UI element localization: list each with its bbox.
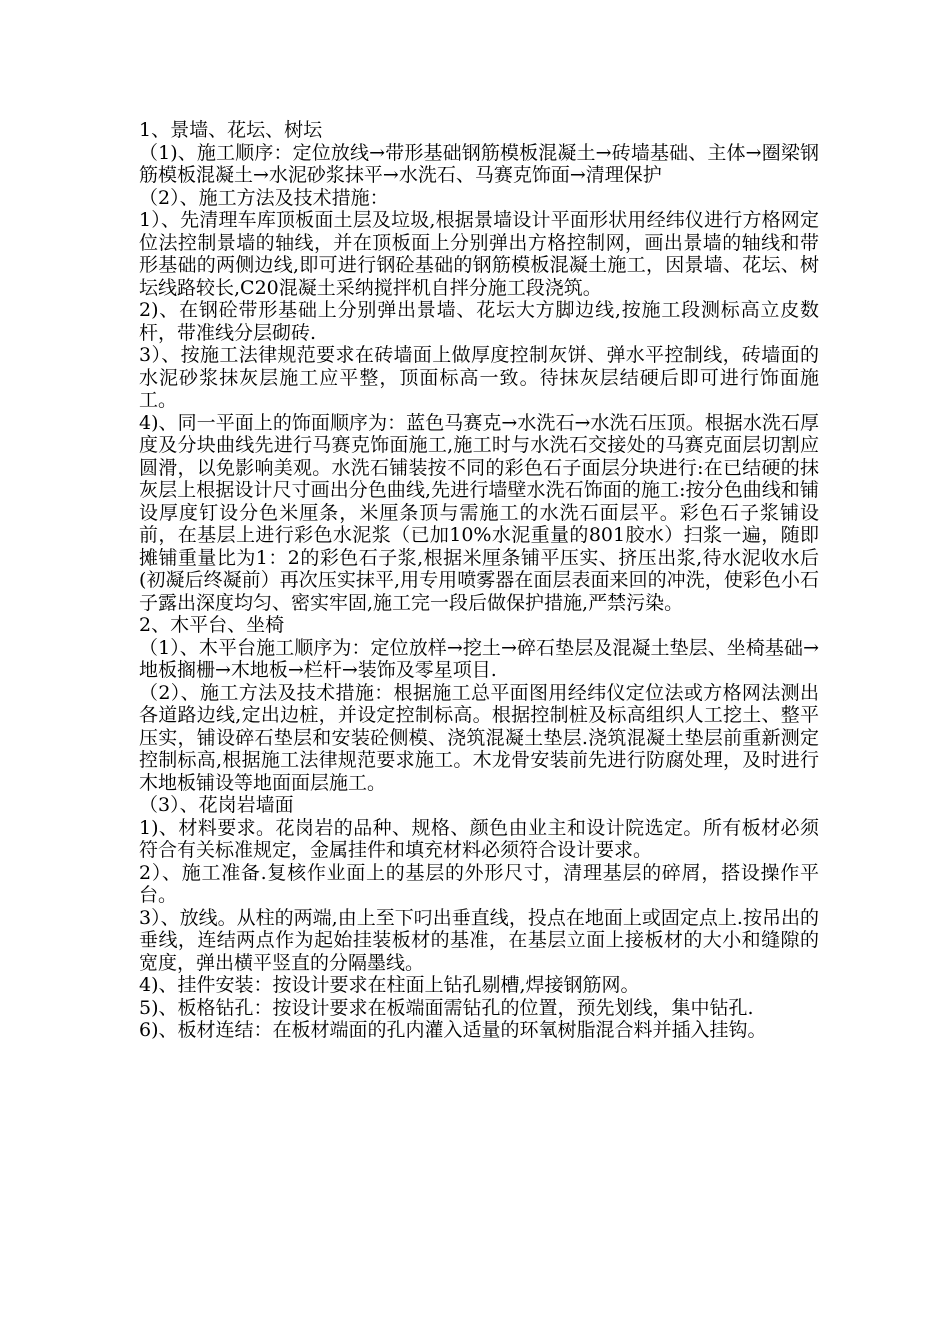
paragraph-granite-4: 4)、挂件安装：按设计要求在柱面上钻孔剔槽,焊接钢筋网。: [139, 974, 640, 996]
paragraph-step-1: 1）、先清理车库顶板面土层及垃圾,根据景墙设计平面形状用经纬仪进行方格网定位法控制景墙的轴线，并在顶板面上分别弹出方格控制网，画出景墙的轴线和带形基础的两侧边线,即可进行钢砼基础的钢筋模板混凝土施工，因景墙、花坛、树坛线路较长,C20混凝土采纳搅拌机自拌分施工段浇筑。: [139, 209, 819, 299]
subheading-methods: （2）、施工方法及技术措施：: [139, 186, 389, 209]
paragraph-step-4: 4)、同一平面上的饰面顺序为：蓝色马赛克→水洗石→水洗石压顶。根据水洗石厚度及分块曲线先进行马赛克饰面施工,施工时与水洗石交接处的马赛克面层切割应圆滑，以免影响美观。水洗石铺装按不同的彩色石子面层分块进行:在已结硬的抹灰层上根据设计尺寸画出分色曲线,先进行墙壁水洗石饰面的施工:按分色曲线和铺设厚度钉设分色米厘条，米厘条顶与需施工的水洗石面层平。彩色石子浆铺设前，在基层上进行彩色水泥浆（已加10%水泥重量的801胶水）扫浆一遍，随即摊铺重量比为1：2的彩色石子浆,根据米厘条铺平压实、挤压出浆,待水泥收水后(初凝后终凝前）再次压实抹平,用专用喷雾器在面层表面来回的冲洗，使彩色小石子露出深度均匀、密实牢固,施工完一段后做保护措施,严禁污染。: [139, 411, 819, 614]
paragraph-granite-5: 5)、板格钻孔：按设计要求在板端面需钻孔的位置，预先划线，集中钻孔.: [139, 996, 754, 1019]
paragraph-granite-6: 6)、板材连结：在板材端面的孔内灌入适量的环氧树脂混合料并插入挂钩。: [139, 1019, 767, 1041]
paragraph-step-2: 2)、在钢砼带形基础上分别弹出景墙、花坛大方脚边线,按施工段测标高立皮数杆，带准线分层砌砖.: [139, 299, 819, 344]
paragraph-granite-1: 1)、材料要求。花岗岩的品种、规格、颜色由业主和设计院选定。所有板材必须符合有关标准规定，金属挂件和填充材料必须符合设计要求。: [139, 816, 819, 861]
paragraph-construction-sequence: （1)、施工顺序：定位放线→带形基础钢筋模板混凝土→砖墙基础、主体→圈梁钢筋模板混凝土→水泥砂浆抹平→水洗石、马赛克饰面→清理保护: [139, 141, 819, 186]
document-body: [139, 119, 819, 1042]
section-heading-1: 1、景墙、花坛、树坛: [139, 119, 323, 141]
section-heading-2: 2、木平台、坐椅: [139, 614, 285, 636]
paragraph-deck-methods: （2）、施工方法及技术措施：根据施工总平面图用经纬仪定位法或方格网法测出各道路边线,定出边桩，并设定控制标高。根据控制桩及标高组织人工挖土、整平压实，铺设碎石垫层和安装砼侧模、浇筑混凝土垫层.浇筑混凝土垫层前重新测定控制标高,根据施工法律规范要求施工。木龙骨安装前先进行防腐处理，及时进行木地板铺设等地面面层施工。: [139, 681, 819, 794]
paragraph-deck-sequence: （1）、木平台施工顺序为：定位放样→挖土→碎石垫层及混凝土垫层、坐椅基础→地板搁栅→木地板→栏杆→装饰及零星项目.: [139, 636, 819, 681]
subheading-granite-wall: （3）、花岗岩墙面: [139, 794, 294, 816]
paragraph-granite-3: 3）、放线。从柱的两端,由上至下叼出垂直线，投点在地面上或固定点上.按吊出的垂线，连结两点作为起始挂装板材的基准，在基层立面上接板材的大小和缝隙的宽度，弹出横平竖直的分隔墨线。: [139, 906, 819, 974]
paragraph-granite-2: 2）、施工准备.复核作业面上的基层的外形尺寸，清理基层的碎屑，搭设操作平台。: [139, 861, 819, 906]
paragraph-step-3: 3）、按施工法律规范要求在砖墙面上做厚度控制灰饼、弹水平控制线，砖墙面的水泥砂浆抹灰层施工应平整，顶面标高一致。待抹灰层结硬后即可进行饰面施工。: [139, 344, 819, 411]
